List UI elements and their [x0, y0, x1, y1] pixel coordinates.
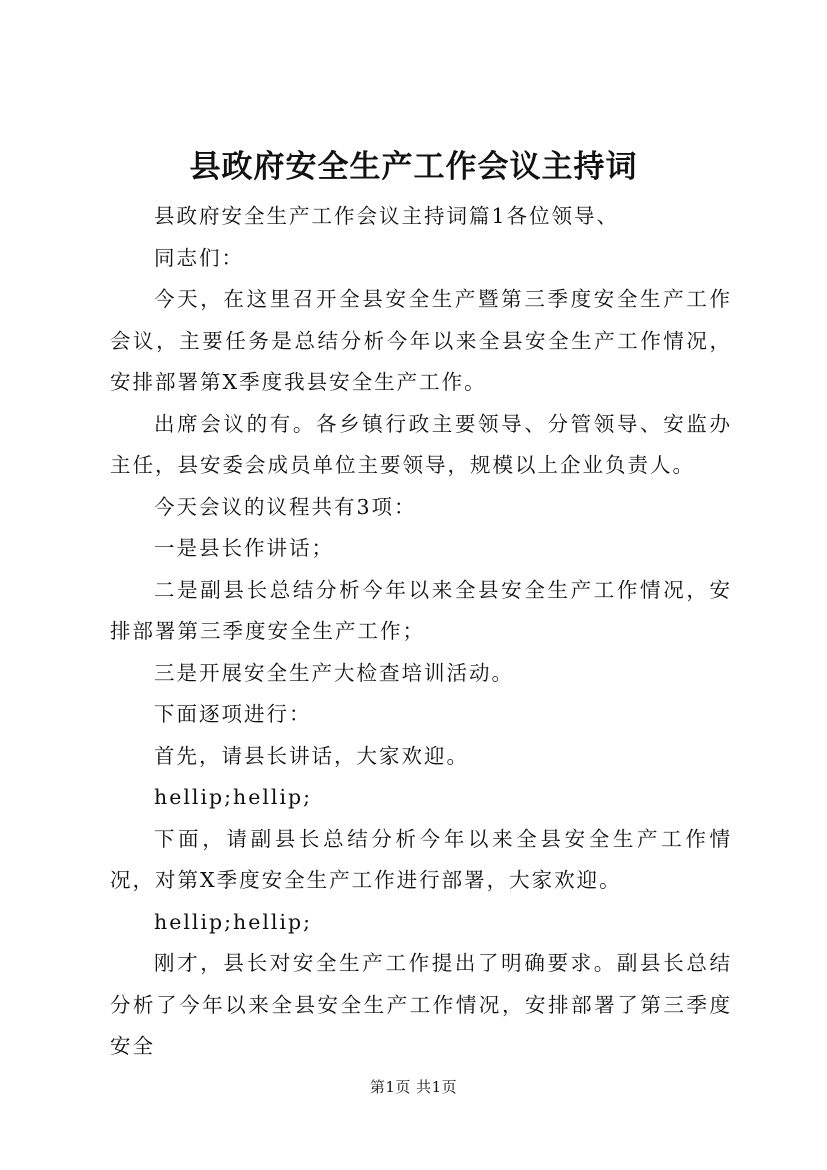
- page-footer: 第1页 共1页: [369, 1078, 458, 1096]
- paragraph: 首先，请县长讲话，大家欢迎。: [154, 743, 469, 768]
- paragraph: hellip;hellip;: [154, 909, 313, 934]
- paragraph: 刚才，县长对安全生产工作提出了明确要求。副县长总结分析了今年以来全县安全生产工作情况，安排部署了第三季度安全: [110, 951, 732, 1058]
- paragraph: 二是副县长总结分析今年以来全县安全生产工作情况，安排部署第三季度安全生产工作；: [110, 577, 732, 643]
- paragraph: 同志们：: [154, 245, 244, 270]
- document-body: [110, 196, 732, 1068]
- paragraph: 下面逐项进行：: [154, 702, 312, 726]
- paragraph: 今天，在这里召开全县安全生产暨第三季度安全生产工作会议，主要任务是总结分析今年以来全县安全生产工作情况，安排部署第X季度我县安全生产工作。: [110, 287, 732, 394]
- paragraph: hellip;hellip;: [154, 785, 313, 809]
- paragraph: 一是县长作讲话；: [154, 536, 334, 560]
- document-title: 县政府安全生产工作会议主持词: [189, 149, 638, 185]
- paragraph: 下面，请副县长总结分析今年以来全县安全生产工作情况，对第X季度安全生产工作进行部署，大家欢迎。: [110, 826, 732, 892]
- paragraph: 今天会议的议程共有3项：: [154, 494, 417, 519]
- paragraph: 三是开展安全生产大检查培训活动。: [154, 660, 514, 685]
- paragraph: 县政府安全生产工作会议主持词篇1各位领导、: [154, 204, 620, 228]
- paragraph: 出席会议的有。各乡镇行政主要领导、分管领导、安监办主任，县安委会成员单位主要领导，规模以上企业负责人。: [110, 411, 732, 477]
